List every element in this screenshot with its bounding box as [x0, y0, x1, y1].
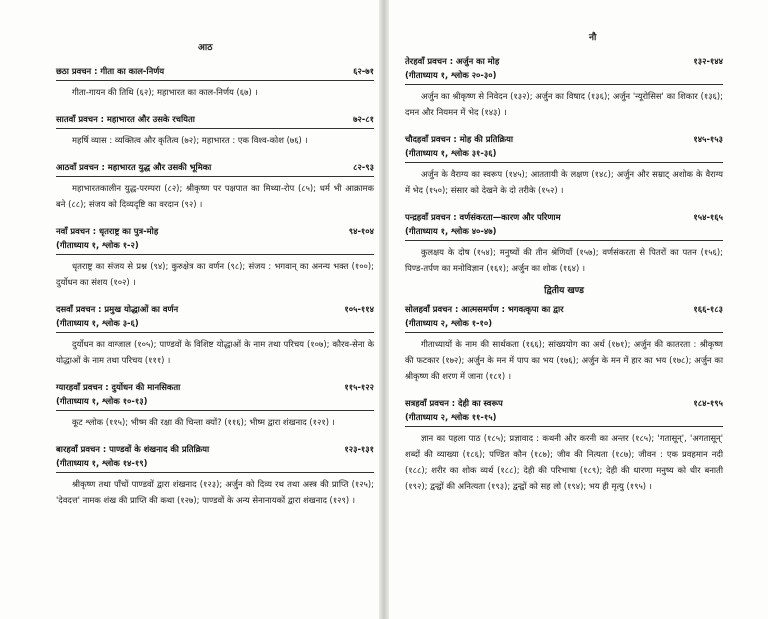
toc-entry [56, 112, 374, 148]
toc-entry [56, 160, 374, 212]
toc-entry [405, 210, 723, 276]
page-number: नौ [589, 33, 597, 43]
toc-entry [405, 302, 723, 384]
toc-entry [56, 442, 374, 508]
entry-body: कुलक्षय के दोष (१५४); मनुष्यों की तीन श्रेणियाँ (१५७); वर्णसंकरता से पितरों का पतन (१५६); पिण्ड-तर्पण का मनोविज्ञान (१६१); अर्जुन का शोक (१६४) । [405, 247, 723, 273]
entry-pages: १२३-१३१ [344, 444, 374, 454]
entry-heading [56, 224, 374, 238]
entry-pages: १५४-१६५ [693, 212, 723, 222]
entry-title: बारहवाँ प्रवचन : पाण्डवों के शंखनाद की प्रतिक्रिया [56, 444, 210, 454]
entry-heading [405, 54, 723, 68]
entry-heading [56, 160, 374, 174]
entry-pages: ९४-१०४ [348, 226, 374, 236]
divider [56, 472, 374, 473]
page-number: आठ [198, 43, 213, 53]
entry-pages: १६६-१८३ [693, 304, 723, 314]
entry-body: धृतराष्ट्र का संजय से प्रश्न (९४); कुरुक्षेत्र का वर्णन (९८); संजय : भगवान् का अनन्य भक्त (१००); दुर्योधन का संशय (१०२) । [56, 261, 374, 287]
section-title: द्वितीय खण्ड [544, 286, 584, 296]
divider [405, 240, 723, 241]
entry-heading [56, 380, 374, 394]
entry-heading [405, 302, 723, 316]
entry-heading [56, 112, 374, 126]
entry-heading [56, 302, 374, 316]
entry-title: सोलहवाँ प्रवचन : आत्मसमर्पण : भगवत्कृपा का द्वार [405, 304, 564, 314]
entry-pages: १४५-१५३ [693, 134, 723, 144]
divider [405, 426, 723, 427]
entry-reference: (गीताध्याय १, श्लोक १-२) [56, 240, 139, 250]
entry-heading [405, 396, 723, 410]
entry-title: आठवाँ प्रवचन : महाभारत युद्ध और उसकी भूमिका [56, 162, 212, 172]
entry-body: ज्ञान का पहला पाठ (१८५); प्रज्ञावाद : कथनी और करनी का अन्तर (१८५); 'गतासून्', 'अगतासून्' शब्दों की व्याख्या (१८६); पण्डित कौन (१८७); जीव की नित्यता (१८७); जीवन : एक प्रवहमान नदी (१८८); शरीर का शोक व्यर्थ (१८८); देही की परिभाषा (१८९); देही की धारणा मनुष्य को धीर बनाती (१९२); द्वन्द्वों की अनित्यता (१९३); द्वन्द्वों को सह लो (१९४); भय ही मृत्यु (१९५) । [405, 433, 723, 491]
entry-title: छठा प्रवचन : गीता का काल-निर्णय [56, 66, 165, 76]
entry-title: पन्द्रहवाँ प्रवचन : वर्णसंकरता—कारण और परिणाम [405, 212, 561, 222]
divider [56, 332, 374, 333]
entry-body: गीता-गायन की तिथि (६२); महाभारत का काल-निर्णय (६७) । [72, 87, 258, 97]
toc-entry [405, 54, 723, 120]
divider [56, 410, 374, 411]
entry-title: चौदहवाँ प्रवचन : मोह की प्रतिक्रिया [405, 134, 514, 144]
toc-entry [56, 224, 374, 290]
entry-body: अर्जुन का श्रीकृष्ण से निवेदन (१३२); अर्जुन का विषाद (१३६); अर्जुन 'न्यूरोसिस' का शिकार (१३६); दमन और नियमन में भेद (१४३) । [405, 91, 723, 117]
divider [56, 176, 374, 177]
entry-reference: (गीताध्याय १, श्लोक १०-१३) [56, 396, 148, 406]
divider [56, 80, 374, 81]
entry-body: अर्जुन के वैराग्य का स्वरूप (१४५); आततायी के लक्षण (१४८); अर्जुन और सम्राट् अशोक के वैराग्य में भेद (१५०); संसार को देखने के दो तरीके (१५२) । [405, 169, 723, 195]
entry-pages: १०५-११४ [344, 304, 374, 314]
book-gutter [379, 0, 389, 619]
entry-title: तेरहवाँ प्रवचन : अर्जुन का मोह [405, 56, 500, 66]
entry-heading [56, 64, 374, 78]
entry-body: दुर्योधन का वाग्जाल (१०५); पाण्डवों के विशिष्ट योद्धाओं के नाम तथा परिचय (१०७); कौरव-सेना के योद्धाओं के नाम तथा परिचय (१११) । [56, 339, 374, 365]
entry-body: महाभारतकालीन युद्ध-परम्परा (८२); श्रीकृष्ण पर पक्षपात का मिथ्या-रोप (८५); धर्म भी आक्रामक बने (८८); संजय को दिव्यदृष्टि का वरदान (९२) । [56, 183, 374, 209]
toc-entry [56, 64, 374, 100]
toc-content [405, 54, 723, 506]
toc-entry [56, 302, 374, 368]
entry-title: सातवाँ प्रवचन : महाभारत और उसके रचयिता [56, 114, 195, 124]
divider [405, 332, 723, 333]
entry-title: दसवाँ प्रवचन : प्रमुख योद्धाओं का वर्णन [56, 304, 179, 314]
right-page [389, 0, 768, 619]
entry-reference: (गीताध्याय १, श्लोक ३१-३६) [405, 148, 497, 158]
entry-reference: (गीताध्याय १, श्लोक २०-३०) [405, 70, 497, 80]
entry-heading [405, 210, 723, 224]
entry-heading [405, 132, 723, 146]
toc-entry [56, 380, 374, 430]
entry-reference: (गीताध्याय १, श्लोक ४०-४७) [405, 226, 497, 236]
toc-entry [405, 396, 723, 494]
entry-heading [56, 442, 374, 456]
entry-pages: ७२-८१ [353, 114, 374, 124]
entry-reference: (गीताध्याय १, श्लोक ३-६) [56, 318, 139, 328]
divider [405, 162, 723, 163]
entry-body: कूट श्लोक (११५); भीष्म की रक्षा की चिन्ता क्यों? (११६); भीष्म द्वारा शंखनाद (१२१) । [72, 417, 335, 427]
toc-entry [405, 132, 723, 198]
divider [56, 254, 374, 255]
toc-content [56, 64, 374, 520]
entry-reference: (गीताध्याय १, श्लोक १४-१९) [56, 458, 148, 468]
entry-title: नवाँ प्रवचन : धृतराष्ट्र का पुत्र-मोह [56, 226, 159, 236]
entry-pages: १३२-१४४ [693, 56, 723, 66]
entry-body: गीताध्यायों के नाम की सार्थकता (१६६); सांख्ययोग का अर्थ (१७१); अर्जुन की कातरता : श्रीकृष्ण की फटकार (१७२); अर्जुन के मन में पाप का भय (१७६); अर्जुन के मन में हार का भय (१७८); अर्जुन का श्रीकृष्ण की शरण में जाना (१८१) । [405, 339, 723, 381]
divider [405, 84, 723, 85]
entry-body: श्रीकृष्ण तथा पाँचों पाण्डवों द्वारा शंखनाद (१२३); अर्जुन को दिव्य रथ तथा अस्त्र की प्राप्ति (१२५); 'देवदत्त' नामक शंख की प्राप्ति की कथा (१२७); पाण्डवों के अन्य सेनानायकों द्वारा शंखनाद (१२९) । [56, 479, 374, 505]
entry-reference: (गीताध्याय २, श्लोक ११-१५) [405, 412, 497, 422]
left-page [0, 0, 379, 619]
entry-pages: ६२-७१ [353, 66, 374, 76]
entry-title: सत्रहवाँ प्रवचन : देही का स्वरूप [405, 398, 503, 408]
entry-pages: ११५-१२२ [344, 382, 374, 392]
entry-pages: १८४-१९५ [693, 398, 723, 408]
entry-body: महर्षि व्यास : व्यक्तित्व और कृतित्व (७२); महाभारत : एक विश्व-कोश (७६) । [72, 135, 308, 145]
entry-reference: (गीताध्याय २, श्लोक १-१०) [405, 318, 493, 328]
entry-title: ग्यारहवाँ प्रवचन : दुर्योधन की मानसिकता [56, 382, 181, 392]
entry-pages: ८२-९३ [353, 162, 374, 172]
divider [56, 128, 374, 129]
